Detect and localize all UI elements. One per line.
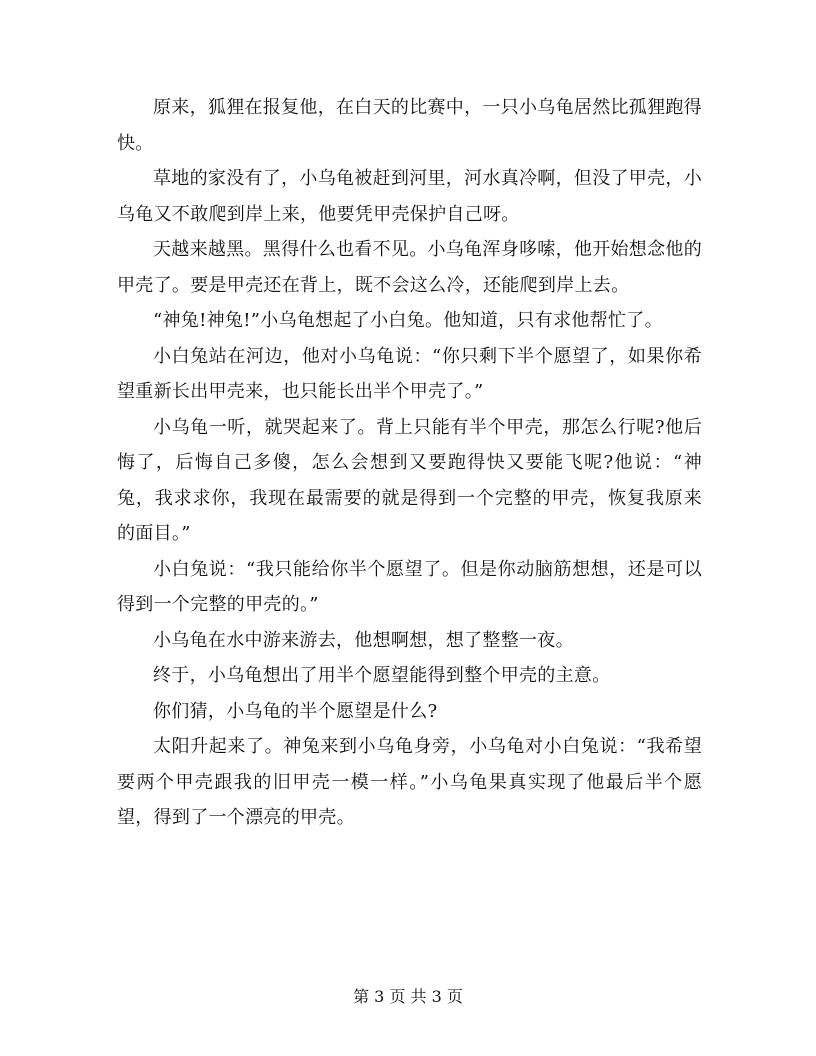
paragraph: 原来，狐狸在报复他，在白天的比赛中，一只小乌龟居然比孤狸跑得快。 bbox=[117, 97, 702, 154]
paragraph: 小乌龟一听，就哭起来了。背上只能有半个甲壳，那怎么行呢?他后悔了，后悔自己多傻，怎么会想到又要跑得快又要能飞呢?他说：“神兔，我求求你，我现在最需要的就是得到一个完整的甲壳，恢复我原来的面目。” bbox=[117, 416, 702, 544]
paragraph: 小乌龟在水中游来游去，他想啊想，想了整整一夜。 bbox=[153, 629, 574, 651]
paragraph: 终于，小乌龟想出了用半个愿望能得到整个甲壳的主意。 bbox=[153, 665, 611, 686]
paragraph: “神兔!神兔!”小乌龟想起了小白兔。他知道，只有求他帮忙了。 bbox=[153, 310, 663, 331]
document-body bbox=[117, 90, 702, 836]
paragraph: 小白兔站在河边，他对小乌龟说：“你只剩下半个愿望了，如果你希望重新长出甲壳来，也只能长出半个甲壳了。” bbox=[117, 345, 702, 402]
paragraph: 你们猜，小乌龟的半个愿望是什么? bbox=[153, 700, 438, 722]
paragraph: 小白兔说：“我只能给你半个愿望了。但是你动脑筋想想，还是可以得到一个完整的甲壳的。” bbox=[117, 558, 702, 615]
paragraph: 草地的家没有了，小乌龟被赶到河里，河水真冷啊，但没了甲壳，小乌龟又不敢爬到岸上来，他要凭甲壳保护自己呀。 bbox=[117, 168, 702, 225]
paragraph: 太阳升起来了。神兔来到小乌龟身旁，小乌龟对小白兔说：“我希望要两个甲壳跟我的旧甲壳一模一样。”小乌龟果真实现了他最后半个愿望，得到了一个漂亮的甲壳。 bbox=[117, 736, 702, 828]
page-number-footer: 第 3 页 共 3 页 bbox=[353, 987, 463, 1006]
paragraph: 天越来越黑。黑得什么也看不见。小乌龟浑身哆嗦，他开始想念他的甲壳了。要是甲壳还在背上，既不会这么冷，还能爬到岸上去。 bbox=[117, 239, 702, 296]
